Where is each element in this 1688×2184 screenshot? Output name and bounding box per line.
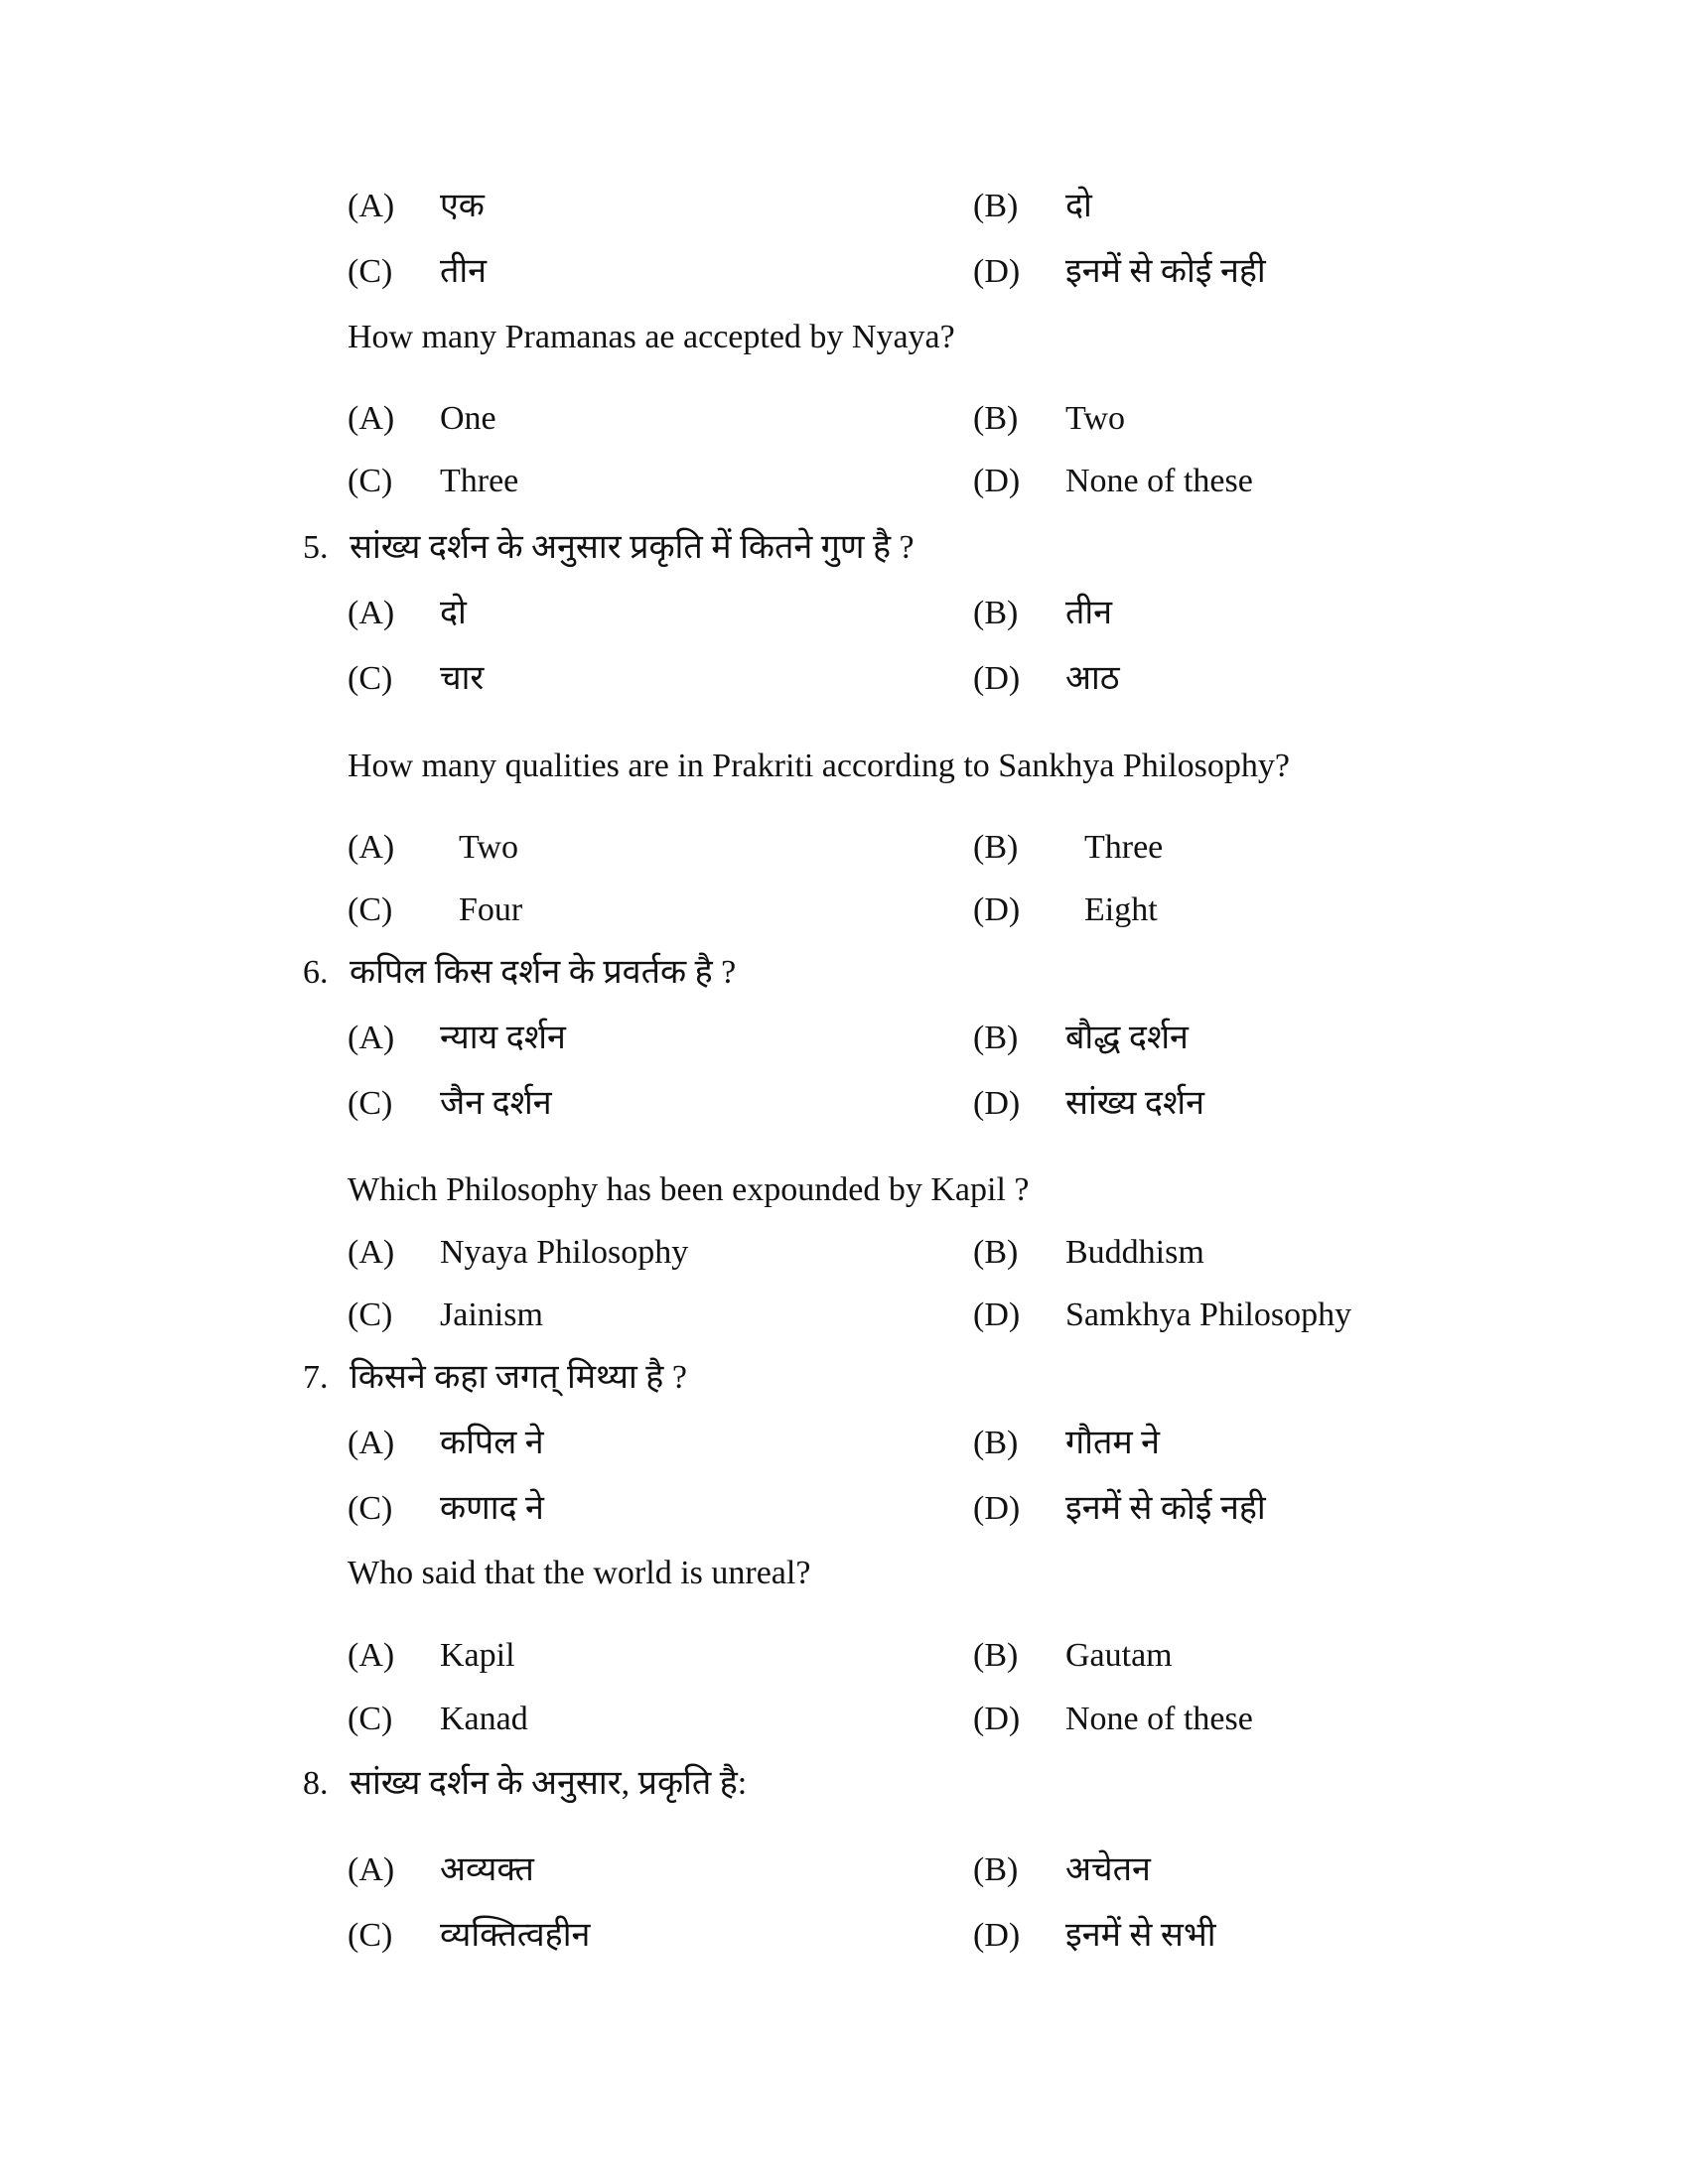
option-label: (A)	[348, 188, 395, 224]
option-text: कपिल ने	[440, 1425, 544, 1461]
option-text: दो	[1065, 188, 1092, 224]
option-label: (C)	[348, 463, 393, 499]
option-label: (B)	[973, 1637, 1019, 1674]
option-label: (D)	[973, 1701, 1021, 1737]
option-label: (D)	[973, 463, 1021, 499]
option-label: (B)	[973, 400, 1019, 437]
option-label: (D)	[973, 253, 1021, 290]
option-text: Gautam	[1065, 1637, 1173, 1674]
option-label: (C)	[348, 891, 393, 928]
option-text: None of these	[1065, 463, 1253, 499]
option-label: (C)	[348, 1297, 393, 1333]
question-number: 5.	[303, 529, 329, 566]
option-label: (A)	[348, 1425, 395, 1461]
option-label: (B)	[973, 595, 1019, 631]
option-text: Buddhism	[1065, 1234, 1204, 1271]
question-text: सांख्य दर्शन के अनुसार प्रकृति में कितने गुण है ?	[350, 529, 914, 566]
option-label: (A)	[348, 1234, 395, 1271]
option-text: जैन दर्शन	[440, 1085, 552, 1122]
option-text: Two	[1065, 400, 1125, 437]
option-text: आठ	[1065, 660, 1120, 697]
option-text: Kapil	[440, 1637, 515, 1674]
option-label: (C)	[348, 1085, 393, 1122]
question-text: सांख्य दर्शन के अनुसार, प्रकृति है:	[350, 1765, 748, 1802]
option-text: Jainism	[440, 1297, 543, 1333]
option-text: Three	[1084, 829, 1164, 866]
option-label: (B)	[973, 1425, 1019, 1461]
option-text: कणाद ने	[440, 1490, 544, 1527]
question-text: How many qualities are in Prakriti according to Sankhya Philosophy?	[348, 748, 1290, 784]
option-label: (A)	[348, 1020, 395, 1056]
option-text: इनमें से कोई नही	[1065, 253, 1266, 290]
option-label: (C)	[348, 1917, 393, 1954]
option-label: (A)	[348, 1637, 395, 1674]
option-text: दो	[440, 595, 467, 631]
option-label: (B)	[973, 1851, 1019, 1888]
option-text: बौद्ध दर्शन	[1065, 1020, 1189, 1056]
option-text: गौतम ने	[1065, 1425, 1161, 1461]
option-label: (B)	[973, 1234, 1019, 1271]
option-label: (D)	[973, 1085, 1021, 1122]
option-label: (D)	[973, 1917, 1021, 1954]
option-text: एक	[440, 188, 485, 224]
option-text: तीन	[440, 253, 488, 290]
option-text: व्यक्तित्वहीन	[440, 1917, 591, 1954]
option-text: Four	[459, 891, 523, 928]
option-label: (C)	[348, 253, 393, 290]
option-text: अचेतन	[1065, 1851, 1151, 1888]
option-label: (A)	[348, 400, 395, 437]
option-text: तीन	[1065, 595, 1113, 631]
option-label: (B)	[973, 829, 1019, 866]
option-label: (A)	[348, 829, 395, 866]
option-text: इनमें से कोई नही	[1065, 1490, 1266, 1527]
option-label: (C)	[348, 1490, 393, 1527]
question-number: 7.	[303, 1359, 329, 1396]
question-text: कपिल किस दर्शन के प्रवर्तक है ?	[350, 954, 737, 991]
option-text: Three	[440, 463, 519, 499]
option-text: चार	[440, 660, 485, 697]
option-text: Samkhya Philosophy	[1065, 1297, 1352, 1333]
option-label: (C)	[348, 660, 393, 697]
option-text: अव्यक्त	[440, 1851, 534, 1888]
question-number: 8.	[303, 1765, 329, 1802]
option-text: None of these	[1065, 1701, 1253, 1737]
option-text: न्याय दर्शन	[440, 1020, 566, 1056]
option-label: (D)	[973, 660, 1021, 697]
question-text: Who said that the world is unreal?	[348, 1555, 811, 1591]
option-text: Two	[459, 829, 518, 866]
question-text: How many Pramanas ae accepted by Nyaya?	[348, 319, 955, 355]
question-text: Which Philosophy has been expounded by Kapil ?	[348, 1171, 1030, 1208]
option-text: सांख्य दर्शन	[1065, 1085, 1204, 1122]
option-label: (B)	[973, 1020, 1019, 1056]
option-label: (D)	[973, 891, 1021, 928]
option-text: Eight	[1084, 891, 1158, 928]
option-label: (A)	[348, 595, 395, 631]
option-text: One	[440, 400, 496, 437]
option-text: इनमें से सभी	[1065, 1917, 1216, 1954]
option-text: Kanad	[440, 1701, 528, 1737]
option-label: (C)	[348, 1701, 393, 1737]
option-label: (D)	[973, 1297, 1021, 1333]
option-label: (D)	[973, 1490, 1021, 1527]
question-number: 6.	[303, 954, 329, 991]
option-text: Nyaya Philosophy	[440, 1234, 689, 1271]
option-label: (B)	[973, 188, 1019, 224]
option-label: (A)	[348, 1851, 395, 1888]
question-text: किसने कहा जगत् मिथ्या है ?	[350, 1359, 687, 1396]
